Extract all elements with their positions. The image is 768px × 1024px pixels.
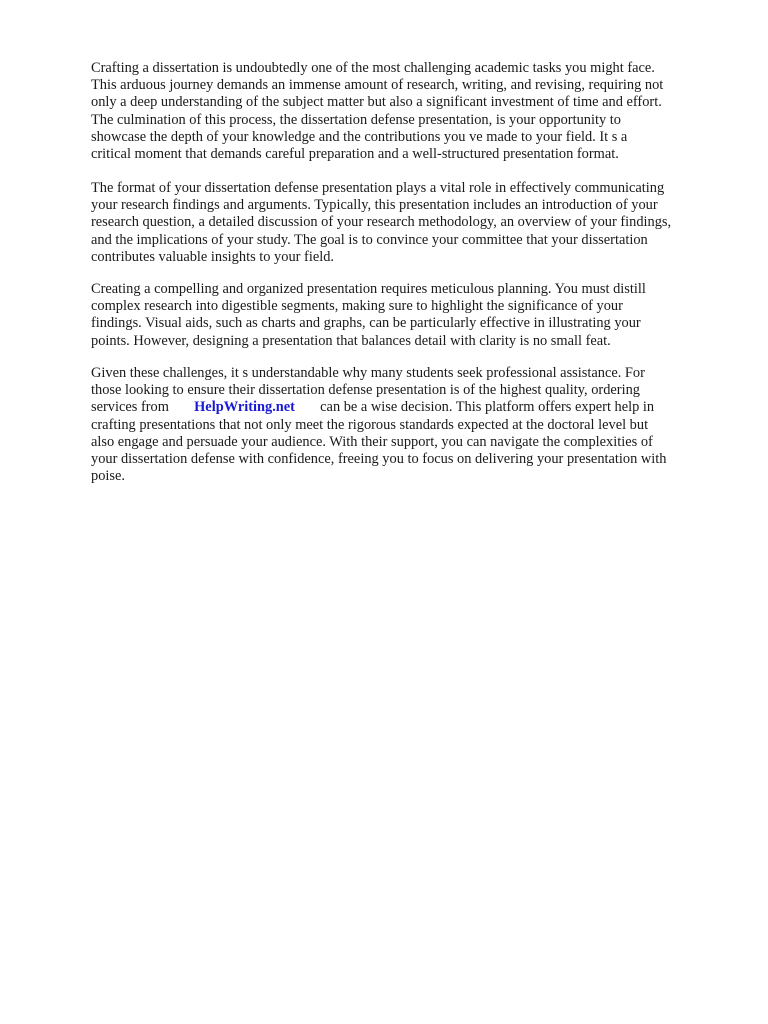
text-line-with-link [91, 399, 731, 416]
text-line: Creating a compelling and organized presentation requires meticulous planning. You must distill [91, 281, 646, 297]
text-line: and the implications of your study. The goal is to convince your committee that your dissertation [91, 231, 648, 248]
helpwriting-link[interactable]: HelpWriting.net [194, 399, 295, 416]
text-line: your dissertation defense with confidence, freeing you to focus on delivering your presentation with [91, 450, 667, 467]
paragraph-assistance [91, 365, 731, 485]
text-line: also engage and persuade your audience. With their support, you can navigate the complexities of [91, 433, 653, 450]
text-line: findings. Visual aids, such as charts and graphs, can be particularly effective in illustrating your [91, 315, 641, 332]
text-line: The culmination of this process, the dissertation defense presentation, is your opportunity to [91, 111, 621, 128]
text-line: those looking to ensure their dissertation defense presentation is of the highest quality, ordering [91, 382, 640, 399]
text-line: complex research into digestible segments, making sure to highlight the significance of your [91, 298, 623, 315]
paragraph-format [91, 180, 731, 266]
link-line-after: can be a wise decision. This platform offers expert help in [294, 399, 655, 416]
text-line: showcase the depth of your knowledge and the contributions you ve made to your field. It s a [91, 128, 628, 145]
text-line: Given these challenges, it s understandable why many students seek professional assistance. For [91, 365, 645, 381]
paragraph-planning [91, 281, 731, 350]
text-line: research question, a detailed discussion of your research methodology, an overview of your findings, [91, 214, 672, 231]
text-line: Crafting a dissertation is undoubtedly one of the most challenging academic tasks you might face. [91, 60, 655, 76]
link-line-before: services from [91, 399, 195, 416]
text-line: contributes valuable insights to your field. [91, 248, 334, 265]
paragraph-intro [91, 60, 731, 163]
text-line: poise. [91, 468, 125, 485]
text-line: only a deep understanding of the subject matter but also a significant investment of time and effort. [91, 94, 662, 111]
text-line: This arduous journey demands an immense amount of research, writing, and revising, requiring not [91, 77, 664, 94]
text-line: The format of your dissertation defense presentation plays a vital role in effectively communicating [91, 180, 665, 196]
text-line: critical moment that demands careful preparation and a well-structured presentation format. [91, 145, 619, 162]
text-line: points. However, designing a presentation that balances detail with clarity is no small feat. [91, 332, 611, 349]
text-line: crafting presentations that not only meet the rigorous standards expected at the doctoral level but [91, 416, 649, 433]
text-line: your research findings and arguments. Typically, this presentation includes an introduction of your [91, 197, 658, 214]
